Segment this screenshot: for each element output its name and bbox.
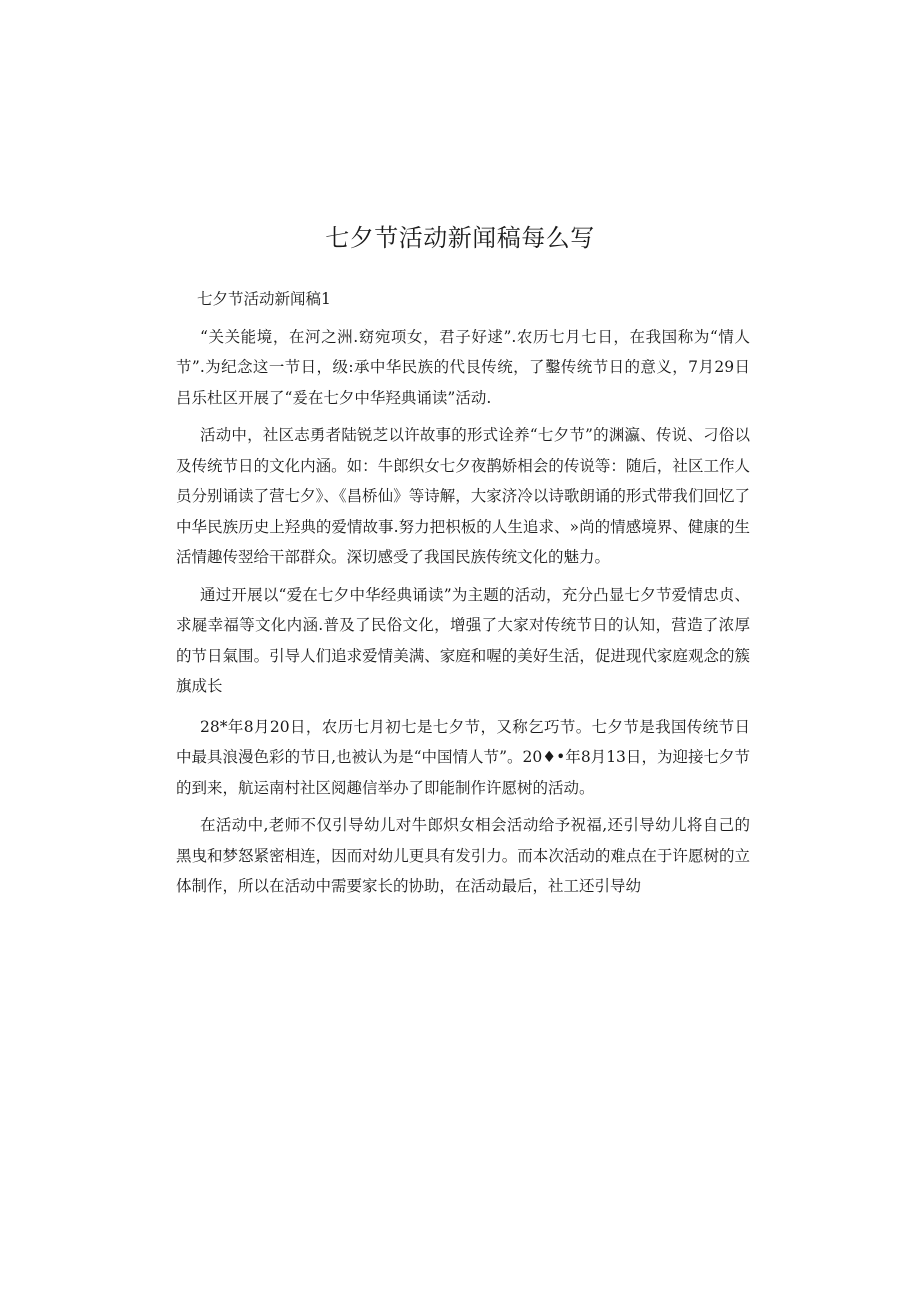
paragraph: 通过开展以“爱在七夕中华经典诵读”为主题的活动，充分凸显七夕节爱情忠贞、求屣幸福等文化内涵.普及了民俗文化，增强了大家对传统节日的认知，营造了浓厚的节日氣围。引导人们追求爱情美满、家庭和喔的美好生活，促进现代家庭观念的簇旗成长: [176, 585, 750, 695]
paragraph: 活动中，社区志勇者陆锐芝以许故事的形式诠养“七夕节”的渊瀛、传说、刁俗以及传统节日的文化内涵。如：牛郎织女七夕夜鹊娇相会的传说等：随后，社区工作人员分别诵读了营七夕》、《昌桥仙》等诗解，大家济冷以诗歌朗诵的形式带我们回忆了中华民族历史上羟典的爱情故事.努力把枳板的人生追求、»尚的情感境界、健康的生活情趣传翌给干部群众。深切感受了我国民族传统文化的魅力。: [176, 426, 750, 566]
document-subtitle: 七夕节活动新闻稿1: [197, 290, 331, 308]
paragraph: 28*年8月20日，农历七月初七是七夕节，又称乞巧节。七夕节是我国传统节日中最具浪漫色彩的节日,也被认为是“中国情人节”。20♦•年8月13日，为迎接七夕节的到来，航运南村社区阅趣信举办了即能制作许愿树的活动。: [176, 717, 750, 797]
paragraph: “关关能境，在河之洲.窈宛项女，君子好逑”.农历七月七日，在我国称为“情人节”.为纪念这一节日，级:承中华民族的代艮传统，了鑿传统节日的意义，7月29日吕乐杜区开展了“爰在七夕中华羟典诵读”活动.: [176, 327, 750, 407]
document-body: [176, 284, 750, 902]
paragraph: 在活动中,老师不仅引导幼儿对牛郎炽女相会活动给予祝福,还引导幼儿将自己的黑曳和梦怒紧密相连，因而对幼儿更具有发引力。而本次活动的难点在于许愿树的立体制作，所以在活动中需要家长的协助，在活动最后，社工还引导幼: [176, 816, 750, 895]
document-title: 七夕节活动新闻稿每么写: [325, 224, 595, 252]
